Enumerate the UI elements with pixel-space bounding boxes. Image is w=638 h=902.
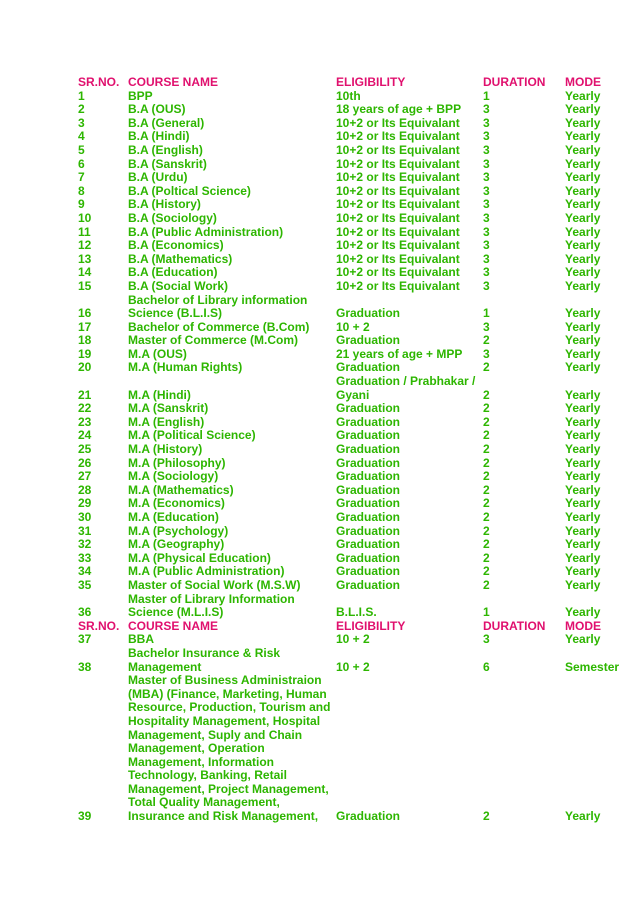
- table-row: [0, 158, 638, 172]
- cell-sr: 6: [78, 156, 85, 171]
- table-row: [0, 226, 638, 240]
- cell-dur: 2: [483, 414, 490, 429]
- table-row: [0, 198, 638, 212]
- cell-course: Resource, Production, Tourism and: [128, 700, 331, 715]
- cell-elig: Graduation: [336, 482, 401, 497]
- cell-sr: 24: [78, 428, 92, 443]
- cell-course: M.A (English): [128, 414, 205, 429]
- cell-course: M.A (Philosophy): [128, 455, 226, 470]
- table-row: [0, 185, 638, 199]
- cell-elig: Graduation: [336, 428, 401, 443]
- cell-course: M.A (Political Science): [128, 428, 256, 443]
- table-row: [0, 90, 638, 104]
- cell-elig: Graduation: [336, 401, 401, 416]
- cell-dur: 1: [483, 88, 490, 103]
- cell-mode: Yearly: [565, 102, 601, 117]
- cell-mode: Yearly: [565, 360, 601, 375]
- cell-course: B.A (Hindi): [128, 129, 190, 144]
- cell-course: M.A (Public Administration): [128, 564, 285, 579]
- cell-sr: 23: [78, 414, 92, 429]
- cell-sr: 21: [78, 387, 92, 402]
- cell-elig: 10+2 or Its Equivalant: [336, 238, 460, 253]
- cell-sr: 5: [78, 142, 85, 157]
- cell-sr: 8: [78, 183, 85, 198]
- cell-mode: Yearly: [565, 510, 601, 524]
- cell-mode: Yearly: [565, 605, 601, 620]
- table-row: [0, 647, 638, 661]
- cell-mode: Yearly: [565, 88, 601, 103]
- cell-course: B.A (English): [128, 142, 203, 157]
- table-row: [0, 212, 638, 226]
- cell-dur: 3: [483, 251, 490, 266]
- cell-course: Technology, Banking, Retail: [128, 768, 287, 783]
- cell-mode: Yearly: [565, 537, 601, 552]
- cell-mode: Yearly: [565, 183, 601, 198]
- cell-elig: 10+2 or Its Equivalant: [336, 142, 460, 157]
- cell-elig: Graduation: [336, 537, 401, 552]
- cell-sr: 31: [78, 523, 92, 538]
- cell-dur: 3: [483, 115, 490, 130]
- cell-elig: 10+2 or Its Equivalant: [336, 210, 460, 225]
- cell-mode: Yearly: [565, 333, 601, 348]
- header-course: COURSE NAME: [128, 75, 219, 89]
- cell-elig: 18 years of age + BPP: [336, 102, 462, 117]
- table-row: [0, 294, 638, 308]
- cell-elig: Graduation: [336, 510, 401, 524]
- cell-course: B.A (Economics): [128, 238, 224, 253]
- table-row: [0, 117, 638, 131]
- table-row: [0, 497, 638, 511]
- cell-elig: 10+2 or Its Equivalant: [336, 170, 460, 185]
- cell-course: B.A (OUS): [128, 102, 186, 117]
- cell-course: B.A (Poltical Science): [128, 183, 251, 198]
- header-dur: DURATION: [483, 618, 546, 633]
- table-row: [0, 280, 638, 294]
- cell-dur: 3: [483, 210, 490, 225]
- cell-elig: Graduation: [336, 414, 401, 429]
- cell-sr: 39: [78, 809, 92, 824]
- cell-course: M.A (Sanskrit): [128, 401, 209, 416]
- cell-sr: 22: [78, 401, 92, 416]
- cell-course: Total Quality Management,: [128, 795, 280, 810]
- table-row: [0, 389, 638, 403]
- cell-course: Hospitality Management, Hospital: [128, 713, 321, 728]
- cell-course: M.A (Psychology): [128, 523, 229, 538]
- cell-sr: 9: [78, 197, 85, 212]
- cell-dur: 3: [483, 102, 490, 117]
- cell-elig: Graduation: [336, 577, 401, 592]
- cell-sr: 26: [78, 455, 92, 470]
- cell-elig: Graduation: [336, 496, 401, 511]
- cell-dur: 2: [483, 469, 490, 484]
- header-elig: ELIGIBILITY: [336, 618, 406, 633]
- cell-course: (MBA) (Finance, Marketing, Human: [128, 686, 327, 701]
- table-row: [0, 239, 638, 253]
- header-elig: ELIGIBILITY: [336, 75, 406, 89]
- table-row: [0, 144, 638, 158]
- table-row: [0, 307, 638, 321]
- table-row: [0, 756, 638, 770]
- cell-sr: 1: [78, 88, 85, 103]
- cell-elig: 10+2 or Its Equivalant: [336, 278, 460, 293]
- cell-mode: Yearly: [565, 319, 601, 334]
- cell-sr: 2: [78, 102, 85, 117]
- cell-course: BPP: [128, 88, 153, 103]
- table-row: [0, 443, 638, 457]
- table-row: [0, 484, 638, 498]
- cell-elig: Graduation: [336, 333, 401, 348]
- table-row: [0, 511, 638, 525]
- cell-sr: 14: [78, 265, 92, 280]
- cell-dur: 3: [483, 129, 490, 144]
- cell-dur: 3: [483, 346, 490, 361]
- cell-mode: Yearly: [565, 496, 601, 511]
- cell-elig: 10+2 or Its Equivalant: [336, 224, 460, 239]
- cell-dur: 2: [483, 428, 490, 443]
- cell-dur: 2: [483, 455, 490, 470]
- cell-course: Bachelor of Commerce (B.Com): [128, 319, 310, 334]
- cell-mode: Yearly: [565, 170, 601, 185]
- cell-mode: Yearly: [565, 414, 601, 429]
- cell-dur: 3: [483, 224, 490, 239]
- table-row: [0, 375, 638, 389]
- cell-sr: 12: [78, 238, 92, 253]
- cell-dur: 3: [483, 319, 490, 334]
- cell-dur: 2: [483, 333, 490, 348]
- cell-elig: 10th: [336, 88, 361, 103]
- cell-elig: Graduation / Prabhakar /: [336, 374, 476, 389]
- cell-dur: 3: [483, 197, 490, 212]
- cell-course: B.A (History): [128, 197, 201, 212]
- cell-course: B.A (Sociology): [128, 210, 217, 225]
- cell-elig: Gyani: [336, 387, 370, 402]
- table-row: [0, 606, 638, 620]
- table-row: [0, 769, 638, 783]
- table-row: [0, 701, 638, 715]
- table-row: [0, 470, 638, 484]
- cell-elig: 10+2 or Its Equivalant: [336, 197, 460, 212]
- cell-dur: 1: [483, 605, 490, 620]
- cell-dur: 2: [483, 523, 490, 538]
- cell-elig: 21 years of age + MPP: [336, 346, 463, 361]
- cell-course: M.A (Human Rights): [128, 360, 243, 375]
- cell-course: M.A (Education): [128, 510, 219, 524]
- cell-dur: 2: [483, 537, 490, 552]
- cell-sr: 7: [78, 170, 85, 185]
- table-row: [0, 321, 638, 335]
- table-row: [0, 674, 638, 688]
- cell-dur: 2: [483, 360, 490, 375]
- cell-course: Insurance and Risk Management,: [128, 809, 319, 824]
- cell-course: M.A (History): [128, 442, 203, 457]
- cell-elig: 10+2 or Its Equivalant: [336, 115, 460, 130]
- cell-dur: 3: [483, 183, 490, 198]
- cell-course: B.A (General): [128, 115, 205, 130]
- cell-dur: 3: [483, 156, 490, 171]
- cell-dur: 2: [483, 496, 490, 511]
- cell-elig: 10+2 or Its Equivalant: [336, 265, 460, 280]
- table-row: [0, 416, 638, 430]
- cell-elig: Graduation: [336, 360, 401, 375]
- cell-course: M.A (Economics): [128, 496, 225, 511]
- cell-mode: Yearly: [565, 428, 601, 443]
- cell-mode: Yearly: [565, 306, 601, 321]
- cell-sr: 32: [78, 537, 92, 552]
- cell-dur: 2: [483, 387, 490, 402]
- cell-elig: Graduation: [336, 469, 401, 484]
- cell-mode: Yearly: [565, 523, 601, 538]
- table-row: [0, 266, 638, 280]
- table-row: [0, 633, 638, 647]
- header-sr: SR.NO.: [78, 75, 120, 89]
- cell-course: Science (B.L.I.S): [128, 306, 223, 321]
- cell-course: B.A (Urdu): [128, 170, 188, 185]
- cell-sr: 13: [78, 251, 92, 266]
- cell-dur: 2: [483, 809, 490, 824]
- cell-elig: Graduation: [336, 523, 401, 538]
- cell-mode: Yearly: [565, 564, 601, 579]
- cell-course: M.A (Mathematics): [128, 482, 234, 497]
- cell-elig: 10+2 or Its Equivalant: [336, 183, 460, 198]
- cell-course: Management, Information: [128, 754, 275, 769]
- cell-sr: 34: [78, 564, 92, 579]
- cell-mode: Yearly: [565, 550, 601, 565]
- cell-dur: 2: [483, 564, 490, 579]
- cell-course: B.A (Social Work): [128, 278, 229, 293]
- table-row: [0, 361, 638, 375]
- cell-mode: Yearly: [565, 265, 601, 280]
- table-row: [0, 742, 638, 756]
- cell-dur: 3: [483, 278, 490, 293]
- cell-sr: 35: [78, 577, 92, 592]
- cell-mode: Yearly: [565, 455, 601, 470]
- table-row: [0, 565, 638, 579]
- cell-mode: Yearly: [565, 442, 601, 457]
- cell-course: M.A (OUS): [128, 346, 187, 361]
- header-mode: MODE: [565, 618, 601, 633]
- table-row: [0, 783, 638, 797]
- cell-elig: 10+2 or Its Equivalant: [336, 129, 460, 144]
- cell-course: Bachelor of Library information: [128, 292, 308, 307]
- cell-dur: 2: [483, 442, 490, 457]
- table-row: [0, 429, 638, 443]
- cell-dur: 2: [483, 401, 490, 416]
- cell-sr: 30: [78, 510, 92, 524]
- cell-mode: Yearly: [565, 156, 601, 171]
- table-row: [0, 729, 638, 743]
- cell-elig: Graduation: [336, 442, 401, 457]
- cell-sr: 37: [78, 632, 92, 647]
- cell-sr: 17: [78, 319, 92, 334]
- table-row: [0, 538, 638, 552]
- cell-mode: Yearly: [565, 401, 601, 416]
- cell-mode: Yearly: [565, 115, 601, 130]
- header-dur: DURATION: [483, 75, 546, 89]
- table-header-row: [0, 620, 638, 634]
- table-row: [0, 402, 638, 416]
- table-row: [0, 171, 638, 185]
- cell-elig: Graduation: [336, 306, 401, 321]
- cell-sr: 27: [78, 469, 92, 484]
- cell-mode: Semester: [565, 659, 620, 674]
- cell-mode: Yearly: [565, 238, 601, 253]
- cell-dur: 3: [483, 142, 490, 157]
- cell-mode: Yearly: [565, 469, 601, 484]
- header-sr: SR.NO.: [78, 618, 120, 633]
- cell-elig: Graduation: [336, 550, 401, 565]
- table-row: [0, 103, 638, 117]
- cell-sr: 16: [78, 306, 92, 321]
- cell-mode: Yearly: [565, 251, 601, 266]
- cell-elig: B.L.I.S.: [336, 605, 377, 620]
- table-row: [0, 552, 638, 566]
- cell-elig: 10+2 or Its Equivalant: [336, 251, 460, 266]
- cell-course: Science (M.L.I.S): [128, 605, 224, 620]
- cell-course: Master of Library Information: [128, 591, 295, 606]
- header-course: COURSE NAME: [128, 618, 219, 633]
- table-row: [0, 715, 638, 729]
- cell-course: Master of Commerce (M.Com): [128, 333, 299, 348]
- cell-mode: Yearly: [565, 197, 601, 212]
- cell-sr: 11: [78, 224, 91, 239]
- table-row: [0, 661, 638, 675]
- course-table: [0, 76, 638, 824]
- cell-course: M.A (Physical Education): [128, 550, 271, 565]
- table-row: [0, 348, 638, 362]
- cell-dur: 3: [483, 238, 490, 253]
- cell-mode: Yearly: [565, 224, 601, 239]
- cell-mode: Yearly: [565, 210, 601, 225]
- cell-course: Management, Operation: [128, 741, 265, 756]
- table-row: [0, 130, 638, 144]
- cell-course: M.A (Hindi): [128, 387, 191, 402]
- cell-sr: 25: [78, 442, 92, 457]
- cell-mode: Yearly: [565, 346, 601, 361]
- cell-mode: Yearly: [565, 809, 601, 824]
- cell-course: Management, Suply and Chain: [128, 727, 303, 742]
- table-row: [0, 579, 638, 593]
- cell-elig: 10 + 2: [336, 319, 370, 334]
- cell-elig: Graduation: [336, 809, 401, 824]
- cell-sr: 33: [78, 550, 92, 565]
- cell-course: B.A (Education): [128, 265, 218, 280]
- cell-sr: 36: [78, 605, 92, 620]
- cell-sr: 38: [78, 659, 92, 674]
- cell-dur: 1: [483, 306, 490, 321]
- cell-sr: 10: [78, 210, 92, 225]
- table-row: [0, 593, 638, 607]
- cell-sr: 4: [78, 129, 85, 144]
- cell-mode: Yearly: [565, 632, 601, 647]
- cell-course: Management, Project Management,: [128, 781, 329, 796]
- cell-mode: Yearly: [565, 387, 601, 402]
- table-row: [0, 457, 638, 471]
- table-row: [0, 334, 638, 348]
- cell-sr: 18: [78, 333, 92, 348]
- cell-course: Management: [128, 659, 202, 674]
- cell-sr: 20: [78, 360, 92, 375]
- cell-dur: 3: [483, 170, 490, 185]
- cell-course: Master of Social Work (M.S.W): [128, 577, 301, 592]
- table-row: [0, 796, 638, 810]
- table-header-row: [0, 76, 638, 90]
- cell-dur: 2: [483, 510, 490, 524]
- cell-course: BBA: [128, 632, 154, 647]
- cell-sr: 15: [78, 278, 92, 293]
- cell-mode: Yearly: [565, 278, 601, 293]
- cell-sr: 29: [78, 496, 92, 511]
- cell-sr: 3: [78, 115, 85, 130]
- cell-course: M.A (Geography): [128, 537, 225, 552]
- cell-sr: 28: [78, 482, 92, 497]
- cell-course: B.A (Public Administration): [128, 224, 284, 239]
- cell-elig: Graduation: [336, 564, 401, 579]
- cell-dur: 3: [483, 632, 490, 647]
- table-row: [0, 525, 638, 539]
- table-row: [0, 688, 638, 702]
- cell-elig: 10 + 2: [336, 659, 370, 674]
- cell-course: Bachelor Insurance & Risk: [128, 645, 281, 660]
- cell-dur: 2: [483, 482, 490, 497]
- cell-elig: 10+2 or Its Equivalant: [336, 156, 460, 171]
- cell-elig: Graduation: [336, 455, 401, 470]
- cell-dur: 3: [483, 265, 490, 280]
- cell-mode: Yearly: [565, 129, 601, 144]
- table-row: [0, 253, 638, 267]
- cell-dur: 2: [483, 577, 490, 592]
- header-mode: MODE: [565, 75, 601, 89]
- cell-dur: 2: [483, 550, 490, 565]
- cell-course: Master of Business Administraion: [128, 673, 322, 688]
- cell-dur: 6: [483, 659, 490, 674]
- cell-mode: Yearly: [565, 577, 601, 592]
- cell-course: M.A (Sociology): [128, 469, 219, 484]
- cell-mode: Yearly: [565, 482, 601, 497]
- cell-course: B.A (Sanskrit): [128, 156, 207, 171]
- cell-mode: Yearly: [565, 142, 601, 157]
- cell-sr: 19: [78, 346, 92, 361]
- cell-elig: 10 + 2: [336, 632, 370, 647]
- cell-course: B.A (Mathematics): [128, 251, 233, 266]
- table-row: [0, 810, 638, 824]
